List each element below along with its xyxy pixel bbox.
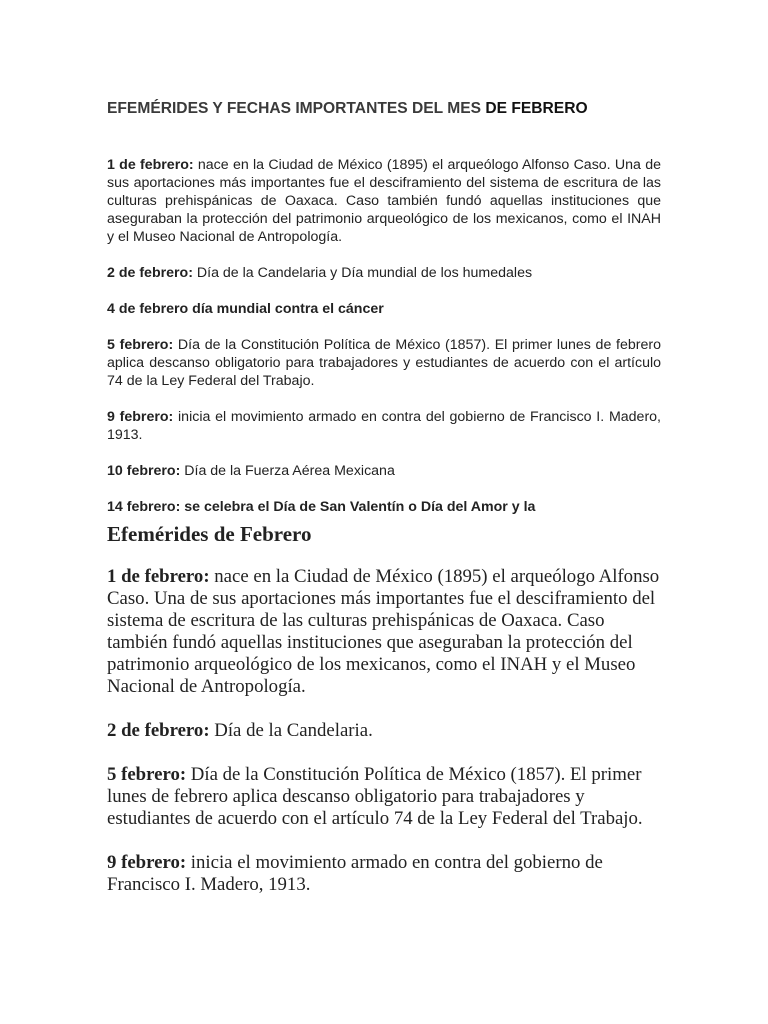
entry-label: 1 de febrero: — [107, 566, 210, 587]
entry-label: 2 de febrero: — [107, 720, 210, 741]
serif-entry-feb-1 — [107, 566, 667, 698]
entry-text: Día de la Fuerza Aérea Mexicana — [180, 463, 395, 479]
entry-label: 5 febrero: — [107, 337, 174, 353]
sans-entry-feb-5 — [107, 336, 661, 390]
sans-section — [107, 98, 661, 516]
sans-entry-feb-10 — [107, 462, 661, 480]
entry-text: inicia el movimiento armado en contra del gobierno de Francisco I. Madero, 1913. — [107, 409, 662, 443]
serif-section-title: Efemérides de Febrero — [107, 522, 312, 546]
sans-entry-feb-2 — [107, 264, 661, 282]
entry-text: nace en la Ciudad de México (1895) el arqueólogo Alfonso Caso. Una de sus aportaciones más importantes fue el desciframiento del sistema de escritura de las culturas prehispánicas de Oaxaca. Caso también fundó aquellas instituciones que aseguraban la protección del patrimonio arqueológico de los mexicanos, como el INAH y el Museo Nacional de Antropología. — [107, 566, 660, 697]
sans-entry-feb-1 — [107, 156, 661, 246]
entry-text: Día de la Candelaria. — [209, 720, 373, 741]
entry-label: 10 febrero: — [107, 463, 181, 479]
serif-entry-feb-9 — [107, 852, 667, 896]
entry-label: 2 de febrero: — [107, 265, 193, 281]
entry-label: 1 de febrero: — [107, 157, 194, 173]
title-part-1: EFEMÉRIDES Y FECHAS IMPORTANTES DEL MES — [107, 100, 486, 117]
entry-text: Día de la Constitución Política de México (1857). El primer lunes de febrero aplica descanso obligatorio para trabajadores y estudiantes de acuerdo con el artículo 74 de la Ley Federal del Trabajo. — [107, 337, 661, 389]
entry-text: Día de la Constitución Política de México (1857). El primer lunes de febrero aplica descanso obligatorio para trabajadores y estudiantes de acuerdo con el artículo 74 de la Ley Federal del Trabajo. — [107, 764, 643, 829]
entry-label: 9 febrero: — [107, 852, 187, 873]
serif-entry-feb-5 — [107, 764, 667, 830]
serif-section — [107, 520, 667, 918]
entry-label: 9 febrero: — [107, 409, 174, 425]
title-part-2: DE FEBRERO — [485, 100, 588, 117]
entry-text: nace en la Ciudad de México (1895) el arqueólogo Alfonso Caso. Una de sus aportaciones más importantes fue el desciframiento del sistema de escritura de las culturas prehispánicas de Oaxaca. Caso también fundó aquellas instituciones que aseguraban la protección del patrimonio arqueológico de los mexicanos, como el INAH y el Museo Nacional de Antropología. — [107, 157, 661, 245]
sans-entry-feb-4 — [107, 300, 661, 318]
serif-entry-feb-2 — [107, 720, 667, 742]
sans-section-title — [107, 98, 661, 120]
entry-label: 4 de febrero día mundial contra el cáncer — [107, 301, 384, 317]
entry-label: 14 febrero: se celebra el Día de San Valentín o Día del Amor y la — [107, 499, 536, 515]
entry-label: 5 febrero: — [107, 764, 187, 785]
sans-entry-feb-14 — [107, 498, 661, 516]
entry-text: Día de la Candelaria y Día mundial de los humedales — [192, 265, 533, 281]
sans-entry-feb-9 — [107, 408, 661, 444]
entry-text: inicia el movimiento armado en contra del gobierno de Francisco I. Madero, 1913. — [107, 852, 603, 895]
